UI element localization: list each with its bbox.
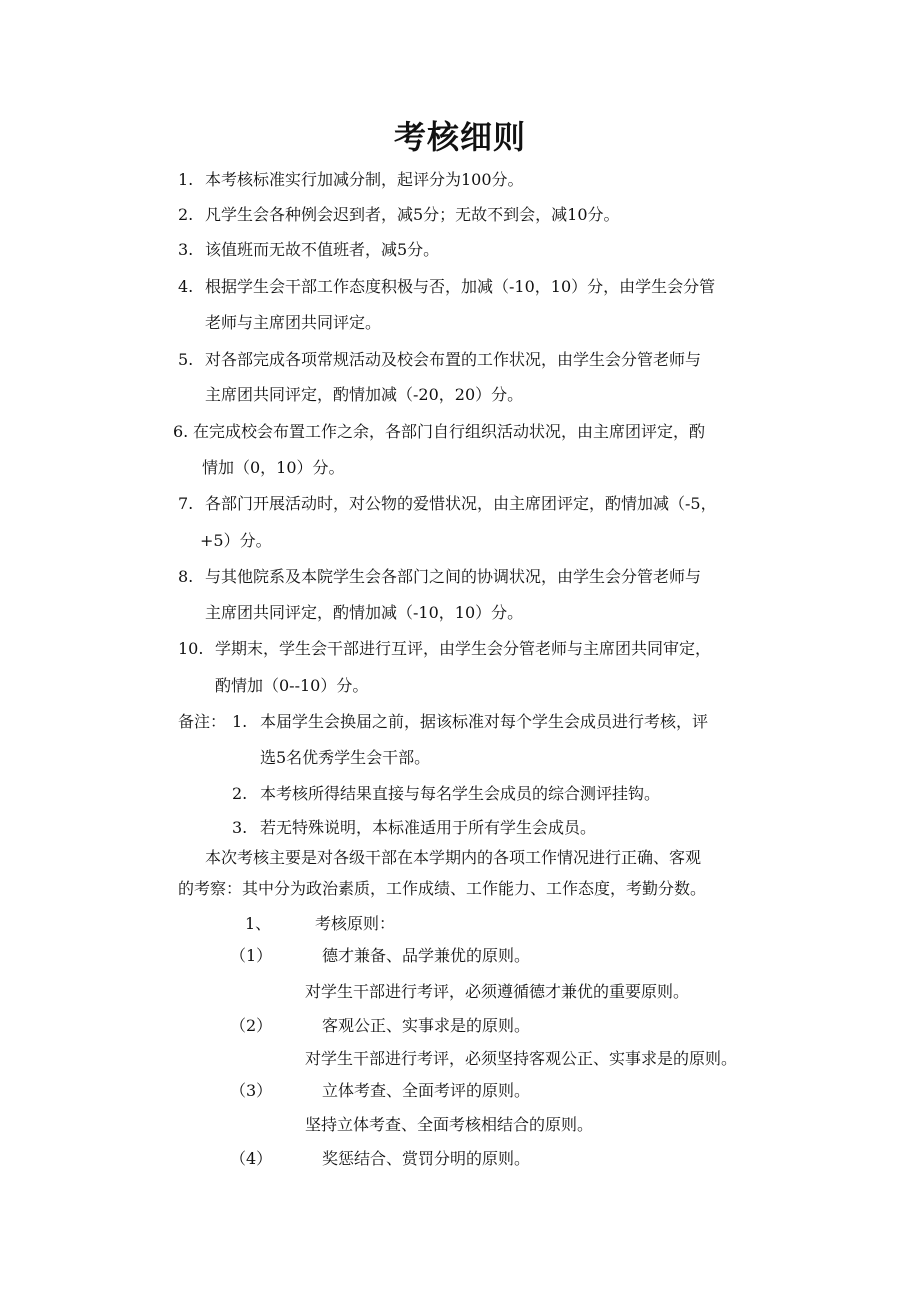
principle-title: 德才兼备、品学兼优的原则。 bbox=[322, 946, 531, 965]
rule-number: 6. bbox=[173, 422, 189, 441]
rule-2 bbox=[178, 205, 620, 225]
rule-number: 4. bbox=[178, 277, 194, 296]
principle-2-desc: 对学生干部进行考评，必须坚持客观公正、实事求是的原则。 bbox=[305, 1049, 738, 1068]
rule-text: 学期末，学生会干部进行互评，由学生会分管老师与主席团共同审定， bbox=[215, 639, 712, 658]
rule-number: 7. bbox=[178, 494, 194, 513]
rule-6 bbox=[173, 422, 705, 442]
intro-line-1: 本次考核主要是对各级干部在本学期内的各项工作情况进行正确、客观 bbox=[205, 848, 702, 867]
note-number: 3. bbox=[232, 818, 248, 837]
rule-8-continued: 主席团共同评定，酌情加减（-10，10）分。 bbox=[205, 603, 524, 622]
document-title: 考核细则 bbox=[393, 118, 526, 156]
note-text: 本届学生会换届之前，据该标准对每个学生会成员进行考核，评 bbox=[260, 712, 709, 731]
notes-label: 备注： bbox=[178, 712, 227, 731]
principle-2 bbox=[230, 1016, 530, 1036]
notes-item-2 bbox=[232, 784, 660, 804]
rule-6-continued: 情加（0，10）分。 bbox=[202, 458, 345, 477]
principle-title: 立体考查、全面考评的原则。 bbox=[322, 1081, 531, 1100]
rule-3 bbox=[178, 240, 439, 260]
principle-number: （1） bbox=[230, 946, 273, 965]
note-number: 2. bbox=[232, 784, 248, 803]
principle-number: （2） bbox=[230, 1016, 273, 1035]
rule-text: 在完成校会布置工作之余，各部门自行组织活动状况，由主席团评定，酌 bbox=[193, 422, 706, 441]
principle-4 bbox=[230, 1149, 530, 1169]
note-number: 1. bbox=[232, 712, 248, 731]
section-heading bbox=[245, 914, 395, 934]
notes-item-1 bbox=[178, 712, 708, 732]
principle-number: （3） bbox=[230, 1081, 273, 1100]
rule-4-continued: 老师与主席团共同评定。 bbox=[205, 313, 382, 332]
rule-text: 对各部完成各项常规活动及校会布置的工作状况，由学生会分管老师与 bbox=[205, 350, 702, 369]
rule-number: 8. bbox=[178, 567, 194, 586]
rule-5-continued: 主席团共同评定，酌情加减（-20，20）分。 bbox=[205, 385, 524, 404]
notes-item-3 bbox=[232, 818, 596, 838]
principle-1-desc: 对学生干部进行考评，必须遵循德才兼优的重要原则。 bbox=[305, 982, 690, 1001]
note-text: 本考核所得结果直接与每名学生会成员的综合测评挂钩。 bbox=[260, 784, 661, 803]
rule-8 bbox=[178, 567, 701, 587]
rule-text: 本考核标准实行加减分制，起评分为100分。 bbox=[205, 170, 524, 189]
note-text: 若无特殊说明，本标准适用于所有学生会成员。 bbox=[260, 818, 597, 837]
principle-title: 客观公正、实事求是的原则。 bbox=[322, 1016, 531, 1035]
rule-7 bbox=[178, 494, 717, 514]
principle-title: 奖惩结合、赏罚分明的原则。 bbox=[322, 1149, 531, 1168]
rule-text: 根据学生会干部工作态度积极与否，加减（-10，10）分，由学生会分管 bbox=[205, 277, 716, 296]
rule-number: 2. bbox=[178, 205, 194, 224]
rule-text: 凡学生会各种例会迟到者，减5分；无故不到会，减10分。 bbox=[205, 205, 620, 224]
rule-1 bbox=[178, 170, 524, 190]
rule-number: 5. bbox=[178, 350, 194, 369]
principle-number: （4） bbox=[230, 1149, 273, 1168]
rule-text: 该值班而无故不值班者，减5分。 bbox=[205, 240, 440, 259]
rule-7-continued: +5）分。 bbox=[200, 531, 272, 550]
rule-10 bbox=[178, 639, 711, 659]
rule-4 bbox=[178, 277, 715, 297]
section-number: 1、 bbox=[245, 914, 272, 933]
principle-3-desc: 坚持立体考查、全面考核相结合的原则。 bbox=[305, 1115, 594, 1134]
rule-number: 10. bbox=[178, 639, 204, 658]
principle-1 bbox=[230, 946, 530, 966]
principle-3 bbox=[230, 1081, 530, 1101]
rule-text: 与其他院系及本院学生会各部门之间的协调状况，由学生会分管老师与 bbox=[205, 567, 702, 586]
rule-10-continued: 酌情加（0--10）分。 bbox=[215, 676, 369, 695]
rule-number: 3. bbox=[178, 240, 194, 259]
section-title: 考核原则： bbox=[315, 914, 396, 933]
rule-text: 各部门开展活动时，对公物的爱惜状况，由主席团评定，酌情加减（-5， bbox=[205, 494, 717, 513]
intro-line-2: 的考察：其中分为政治素质，工作成绩、工作能力、工作态度，考勤分数。 bbox=[178, 879, 707, 898]
rule-5 bbox=[178, 350, 701, 370]
notes-item-1-continued: 选5名优秀学生会干部。 bbox=[260, 748, 431, 767]
rule-number: 1. bbox=[178, 170, 194, 189]
